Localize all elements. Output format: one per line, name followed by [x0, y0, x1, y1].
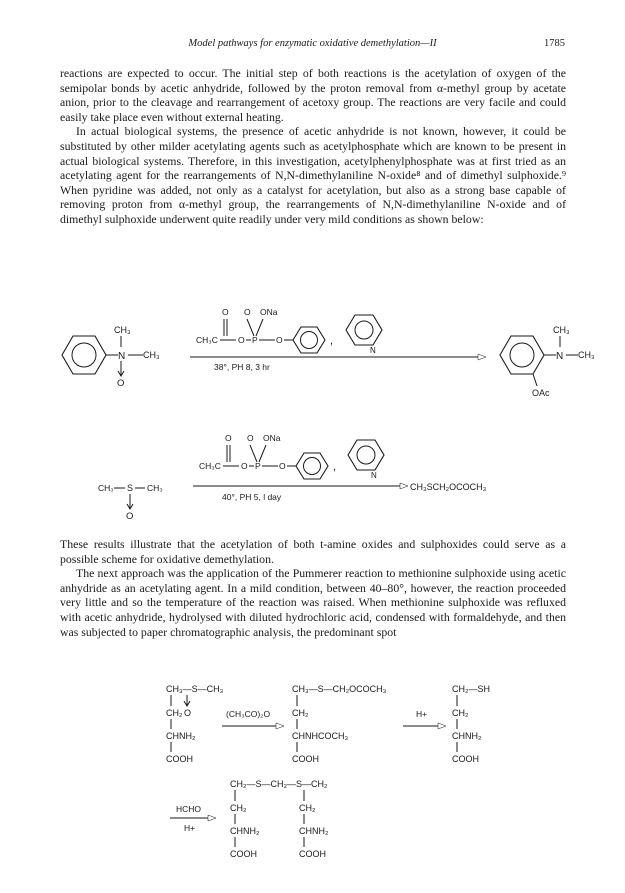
m2-chnh: CHNHCOCH₃	[292, 731, 349, 741]
m4-cooh-left: COOH	[230, 849, 257, 859]
product-ch3-right: CH₃	[578, 350, 595, 360]
arrow-head	[208, 815, 216, 821]
paragraph-biological-systems: In actual biological systems, the presence of acetic anhydride is not known, however, it could be substituted by other milder acetylating agents such as acetylphosphate which are known to be present in actual biological systems. Therefore, in this investigation, acetylphenylphosphate was at first tried as an acetylating agent for the rearrangements of N,N-dimethylaniline N-oxide⁸ and of dimethyl sulphoxide.⁹ When pyridine was added, not only as a catalyst for acetylation, but also as a strong base capable of removing proton from α-methyl group, the rearrangements of N,N-dimethylaniline N-oxide and of dimethyl sulphoxide underwent quite readily under very mild conditions as shown below:	[60, 124, 566, 226]
paragraph-continuation: reactions are expected to occur. The initial step of both reactions is the acetylation of oxygen of the semipolar bonds by acetic anhydride, followed by the proton removal from α-methyl group by acetate anion, prior to the cleavage and rearrangement of acetoxy group. The reactions are very facile and could easily take place even without external heating.	[60, 66, 566, 124]
reagent-ona: ONa	[260, 307, 278, 317]
reagent-carbonyl-o: O	[222, 307, 229, 317]
reagent-ch3c: CH₃C	[199, 461, 221, 471]
running-title: Model pathways for enzymatic oxidative demethylation—II	[188, 38, 437, 49]
product-n-label: N	[556, 351, 564, 362]
reagent-phenoxy-o: O	[276, 335, 283, 345]
m4-chnh2-right: CHNH₂	[299, 826, 329, 836]
reactant-ch3-right: CH₃	[147, 483, 163, 493]
reagent-p: P	[252, 335, 258, 345]
product-ch3-top: CH₃	[553, 325, 570, 335]
m1-o: O	[184, 708, 192, 718]
m2-top: CH₃—S—CH₂OCOCH₃	[292, 684, 387, 694]
reactant-ch3-left: CH₃	[98, 483, 114, 493]
m3-chnh2: CHNH₂	[452, 731, 482, 741]
comma: ,	[333, 461, 337, 473]
m4-ch2-right: CH₂	[299, 803, 316, 813]
m4-chnh2-left: CHNH₂	[230, 826, 260, 836]
condition-label: 38°, PH 8, 3 hr	[214, 362, 270, 372]
reagent-ester-o: O	[238, 335, 245, 345]
pyridine-n: N	[371, 471, 377, 480]
m4-top: CH₂—S—CH₂—S—CH₂	[230, 779, 328, 789]
reagent-acid: H+	[416, 709, 428, 719]
m4-cooh-right: COOH	[299, 849, 326, 859]
comma: ,	[330, 335, 334, 347]
reagent-p-o: O	[247, 433, 254, 443]
m1-ch2: CH₂	[166, 708, 183, 718]
reactant-o-label: O	[117, 378, 125, 389]
reagent-carbonyl-o: O	[225, 433, 232, 443]
reagent-p: P	[255, 461, 261, 471]
reagent-acid-bottom: H+	[184, 823, 196, 833]
product-formula: CH₃SCH₂OCOCH₃	[410, 482, 487, 492]
paragraph-pummerer: The next approach was the application of the Pummerer reaction to methionine sulphoxide using acetic anhydride as an acetylating agent. In a mild condition, between 40–80°, however, the reaction proceeded very little and so the temperature of the reaction was raised. When methionine sulphoxide was refluxed with acetic anhydride, hydrolysed with diluted hydrochloric acid, condensed with formaldehyde, and then was subjected to paper chromatographic analysis, the predominant spot	[60, 566, 566, 639]
paragraph-results: These results illustrate that the acetylation of both t-amine oxides and sulphoxides could serve as a possible scheme for oxidative demethylation.	[60, 537, 566, 566]
m1-top: CH₃—S—CH₃	[166, 684, 224, 694]
m3-top: CH₂—SH	[452, 684, 490, 694]
m1-chnh2: CHNH₂	[166, 731, 196, 741]
pyridine-n: N	[370, 346, 376, 355]
reagent-p-o: O	[244, 307, 251, 317]
reactant-ch3-right: CH₃	[143, 350, 160, 360]
reagent-formaldehyde: HCHO	[176, 804, 202, 814]
reagent-acetic-anhydride: (CH₃CO)₂O	[226, 709, 271, 719]
arrow-head	[276, 723, 284, 729]
reactant-o: O	[126, 511, 134, 522]
m4-ch2-left: CH₂	[230, 803, 247, 813]
m3-ch2: CH₂	[452, 708, 469, 718]
product-oac: OAc	[532, 388, 550, 398]
reactant-ch3-top: CH₃	[114, 325, 131, 335]
reactant-n-label: N	[118, 351, 126, 362]
m1-cooh: COOH	[166, 754, 193, 764]
reagent-ester-o: O	[241, 461, 248, 471]
reagent-ch3c: CH₃C	[196, 335, 218, 345]
condition-label: 40°, PH 5, l day	[222, 492, 282, 502]
page-number: 1785	[544, 38, 565, 49]
reagent-ona: ONa	[263, 433, 281, 443]
m3-cooh: COOH	[452, 754, 479, 764]
arrow-head	[438, 723, 446, 729]
reactant-s: S	[127, 483, 134, 493]
m2-ch2: CH₂	[292, 708, 309, 718]
m2-cooh: COOH	[292, 754, 319, 764]
reagent-phenoxy-o: O	[279, 461, 286, 471]
